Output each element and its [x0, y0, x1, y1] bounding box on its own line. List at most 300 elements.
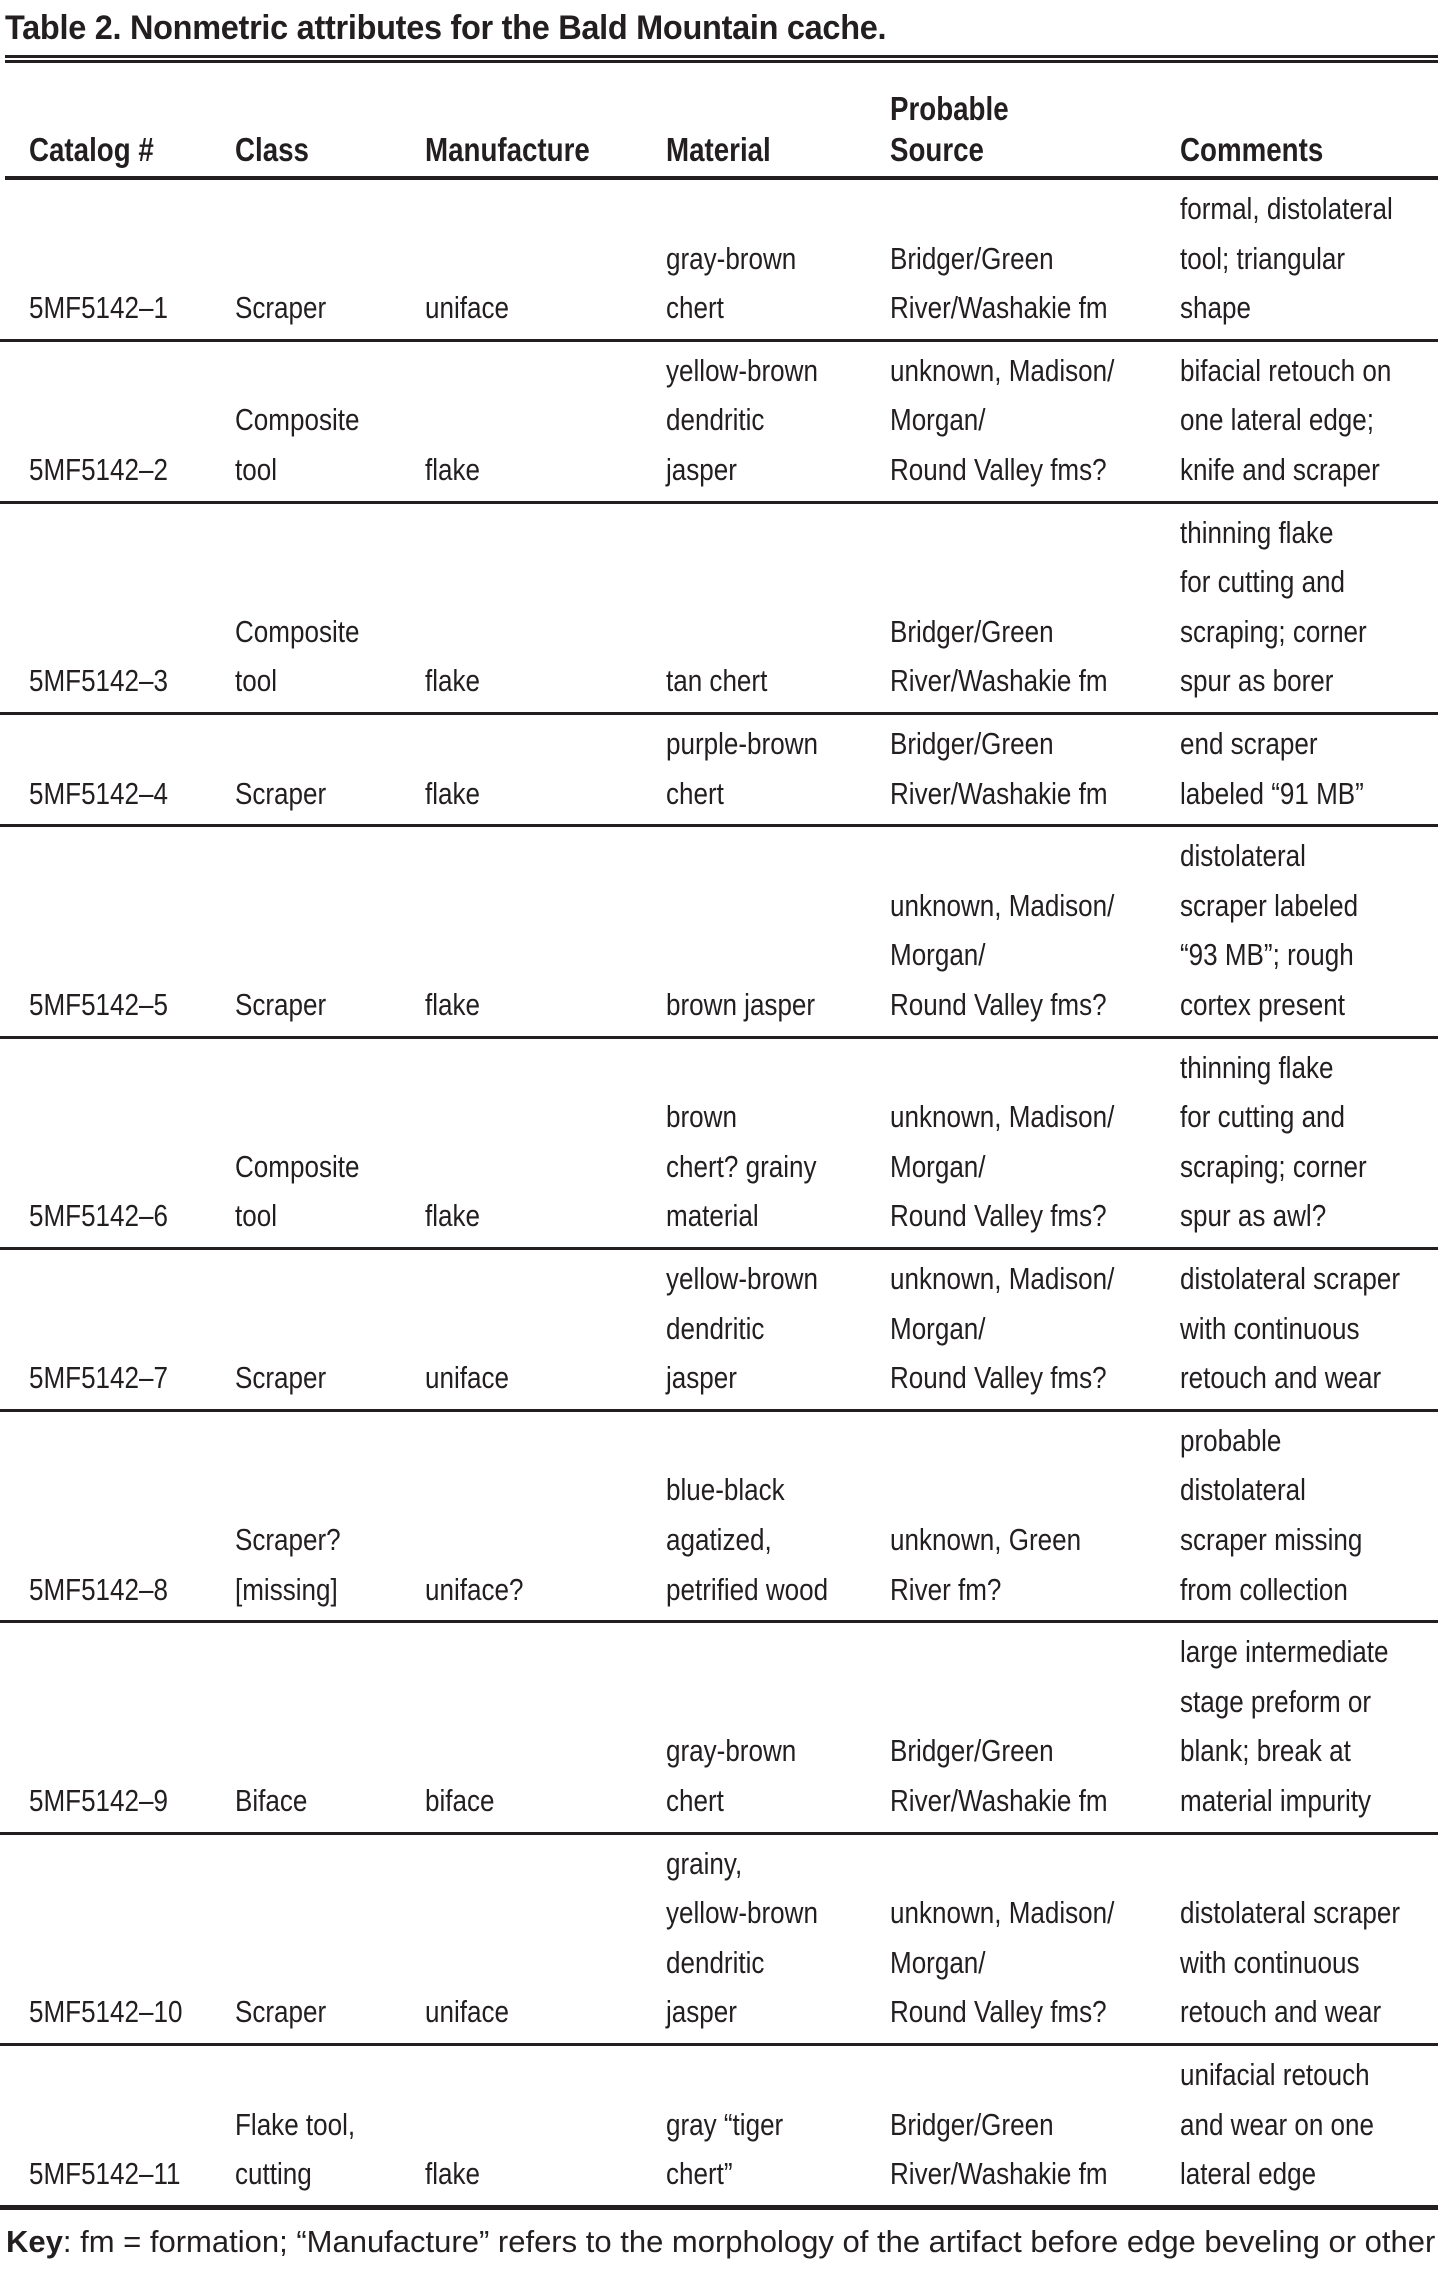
cell-manufacture [425, 1565, 542, 1615]
cell-text: Biface [235, 1782, 308, 1818]
table-header [0, 63, 1438, 176]
column-header-text: Class [235, 131, 309, 168]
cell-text: chert [666, 775, 724, 811]
cell-line [29, 656, 194, 706]
cell-comments [1180, 2050, 1411, 2199]
cell-line [425, 656, 490, 706]
cell-line [1180, 1627, 1428, 1677]
cell-text: Bridger/Green [890, 613, 1054, 649]
cell-comments [1180, 508, 1402, 706]
cell-line [890, 1888, 1157, 1938]
cell-source [890, 1515, 1117, 1614]
cell-line [425, 445, 490, 495]
cell-text: flake [425, 2156, 481, 2192]
cell-material [666, 346, 847, 495]
cell-class [235, 607, 383, 706]
column-header-material [666, 129, 791, 170]
cell-text: 5MF5142–7 [29, 1360, 168, 1396]
cell-text: unknown, Green [890, 1521, 1082, 1557]
cell-line [890, 719, 1149, 769]
cell-line [425, 1191, 490, 1241]
cell-line [235, 656, 383, 706]
cell-line [890, 1726, 1149, 1776]
cell-text: petrified wood [666, 1571, 829, 1607]
cell-line [235, 607, 383, 657]
cell-line [1180, 508, 1402, 558]
cell-line [235, 2100, 378, 2150]
cell-line [1180, 1776, 1428, 1826]
cell-text: Morgan/ [890, 1944, 986, 1980]
cell-manufacture [425, 656, 490, 706]
cell-line [1180, 1938, 1438, 1988]
table-row [0, 180, 1438, 342]
cell-text: chert? grainy [666, 1148, 817, 1184]
cell-text: 5MF5142–6 [29, 1198, 168, 1234]
cell-catalog [29, 1191, 194, 1241]
cell-line [1180, 1726, 1428, 1776]
cell-class [235, 2100, 378, 2199]
cell-text: uniface [425, 1360, 509, 1396]
cell-material [666, 1254, 847, 1403]
cell-text: [missing] [235, 1571, 338, 1607]
cell-class [235, 395, 383, 494]
cell-line [1180, 557, 1402, 607]
cell-line [666, 1353, 847, 1403]
cell-text: Round Valley fms? [890, 452, 1107, 487]
cell-class [235, 769, 344, 819]
cell-manufacture [425, 1987, 525, 2037]
cell-text: River/Washakie fm [890, 663, 1108, 699]
cell-text: brown [666, 1099, 737, 1135]
cell-text: 5MF5142–9 [29, 1782, 168, 1818]
cell-text: agatized, [666, 1521, 772, 1557]
cell-line [235, 2149, 378, 2199]
cell-text: chert [666, 1782, 724, 1818]
cell-text: cortex present [1180, 986, 1346, 1022]
cell-line [235, 1565, 361, 1615]
cell-line [890, 1776, 1149, 1826]
cell-manufacture [425, 445, 490, 495]
table-title: Table 2. Nonmetric attributes for the Bald Mountain cache. [5, 9, 887, 47]
cell-line [890, 283, 1149, 333]
cell-text: distolateral scraper [1180, 1260, 1401, 1296]
table-row [0, 715, 1438, 827]
cell-text: flake [425, 986, 481, 1022]
cell-line [1180, 930, 1392, 980]
table-row [0, 504, 1438, 715]
cell-class [235, 980, 344, 1030]
cell-line [666, 395, 847, 445]
cell-source [890, 1726, 1149, 1825]
cell-text: brown jasper [666, 986, 816, 1022]
column-header-text: Manufacture [425, 131, 590, 168]
cell-text: scraping; corner [1180, 1148, 1367, 1184]
column-header-catalog [29, 129, 178, 170]
cell-material [666, 2100, 806, 2199]
cell-line [666, 1726, 821, 1776]
cell-text: material [666, 1198, 759, 1234]
cell-line [666, 1092, 845, 1142]
cell-line [1180, 1304, 1438, 1354]
table-row [0, 342, 1438, 504]
cell-line [29, 1776, 194, 1826]
cell-text: flake [425, 775, 481, 811]
cell-source [890, 607, 1149, 706]
cell-line [890, 1515, 1117, 1565]
cell-text: thinning flake [1180, 514, 1334, 550]
cell-line [666, 980, 843, 1030]
cell-text: uniface [425, 290, 509, 326]
cell-line [890, 1987, 1157, 2037]
cell-line [425, 1987, 525, 2037]
cell-line [1180, 881, 1392, 931]
cell-class [235, 1515, 361, 1614]
cell-line [890, 234, 1149, 284]
cell-text: Bridger/Green [890, 1733, 1054, 1769]
cell-line [425, 2149, 490, 2199]
cell-text: tool [235, 663, 277, 699]
cell-text: Morgan/ [890, 1310, 986, 1346]
cell-line [666, 1465, 859, 1515]
cell-line [1180, 769, 1399, 819]
cell-text: large intermediate [1180, 1634, 1389, 1670]
column-header-manufacture [425, 129, 621, 170]
cell-text: Scraper [235, 290, 327, 326]
cell-line [890, 346, 1157, 396]
cell-text: distolateral scraper [1180, 1895, 1401, 1931]
cell-class [235, 1353, 344, 1403]
cell-line [666, 2149, 806, 2199]
cell-text: 5MF5142–3 [29, 663, 168, 699]
cell-source [890, 2100, 1149, 2199]
cell-line [890, 1938, 1157, 1988]
column-header-text: Comments [1180, 131, 1324, 168]
cell-line [1180, 656, 1402, 706]
cell-text: unknown, Madison/ [890, 352, 1115, 388]
cell-line [1180, 719, 1399, 769]
cell-line [235, 445, 383, 495]
cell-line [425, 1565, 542, 1615]
cell-text: jasper [666, 1360, 737, 1396]
cell-line [890, 656, 1149, 706]
cell-line [666, 445, 847, 495]
cell-line [890, 1304, 1157, 1354]
cell-text: stage preform or [1180, 1683, 1372, 1719]
cell-line [235, 283, 344, 333]
cell-line [425, 283, 525, 333]
cell-text: material impurity [1180, 1782, 1372, 1818]
cell-line [1180, 1254, 1438, 1304]
cell-catalog [29, 1776, 194, 1826]
cell-source [890, 719, 1149, 818]
cell-text: probable [1180, 1422, 1282, 1458]
cell-text: yellow-brown [666, 1895, 818, 1931]
cell-text: River fm? [890, 1571, 1002, 1607]
cell-text: River/Washakie fm [890, 290, 1108, 326]
cell-text: spur as borer [1180, 663, 1334, 699]
cell-text: dendritic [666, 1310, 765, 1346]
cell-text: Scraper [235, 1360, 327, 1396]
cell-line [890, 395, 1157, 445]
cell-line [235, 769, 344, 819]
cell-text: yellow-brown [666, 1260, 818, 1296]
cell-line [1180, 1043, 1402, 1093]
cell-catalog [29, 1353, 194, 1403]
column-header-text: Probable [890, 90, 1009, 127]
cell-line [235, 980, 344, 1030]
cell-line [890, 1092, 1157, 1142]
cell-text: scraping; corner [1180, 613, 1367, 649]
cell-line [666, 1515, 859, 1565]
cell-line [666, 719, 847, 769]
cell-line [890, 2100, 1149, 2150]
cell-text: blue-black [666, 1472, 785, 1508]
table-row [0, 1250, 1438, 1412]
cell-text: scraper missing [1180, 1521, 1363, 1557]
cell-text: flake [425, 663, 481, 699]
cell-line [29, 1987, 212, 2037]
cell-text: blank; break at [1180, 1733, 1351, 1769]
cell-text: retouch and wear [1180, 1994, 1382, 2030]
column-header-line [666, 129, 791, 170]
cell-manufacture [425, 980, 490, 1030]
cell-line [666, 1142, 845, 1192]
cell-line [425, 1776, 508, 1826]
column-header-comments [1180, 129, 1351, 170]
cell-catalog [29, 656, 194, 706]
cell-line [890, 769, 1149, 819]
cell-text: River/Washakie fm [890, 775, 1108, 811]
cell-line [890, 445, 1157, 495]
table-row [0, 1039, 1438, 1250]
cell-line [1180, 1515, 1397, 1565]
cell-text: yellow-brown [666, 352, 818, 388]
cell-text: 5MF5142–11 [29, 2156, 181, 2192]
cell-text: formal, distolateral [1180, 191, 1393, 227]
cell-text: 5MF5142–8 [29, 1571, 168, 1607]
cell-line [1180, 1465, 1397, 1515]
cell-text: jasper [666, 1994, 737, 2030]
cell-material [666, 980, 843, 1030]
cell-line [1180, 831, 1392, 881]
cell-comments [1180, 831, 1392, 1029]
cell-text: Morgan/ [890, 402, 986, 438]
cell-line [29, 445, 194, 495]
cell-manufacture [425, 2149, 490, 2199]
cell-text: Bridger/Green [890, 240, 1054, 276]
cell-line [29, 1353, 194, 1403]
cell-line [890, 607, 1149, 657]
cell-line [29, 980, 194, 1030]
cell-line [890, 1142, 1157, 1192]
cell-line [666, 1938, 847, 1988]
cell-text: gray-brown [666, 1733, 797, 1769]
cell-text: tool; triangular [1180, 240, 1346, 276]
cell-text: cutting [235, 2156, 312, 2192]
cell-line [1180, 1191, 1402, 1241]
cell-line [1180, 2050, 1411, 2100]
cell-line [425, 769, 490, 819]
cell-line [1180, 1677, 1428, 1727]
cell-manufacture [425, 1191, 490, 1241]
cell-line [1180, 1987, 1438, 2037]
cell-line [890, 881, 1157, 931]
cell-line [1180, 1565, 1397, 1615]
cell-text: knife and scraper [1180, 452, 1380, 487]
cell-line [1180, 980, 1392, 1030]
table-row [0, 1835, 1438, 2046]
cell-line [1180, 1353, 1438, 1403]
column-header-line [29, 129, 178, 170]
cell-text: 5MF5142–2 [29, 452, 168, 487]
column-header-line [890, 88, 1031, 129]
cell-text: River/Washakie fm [890, 2156, 1108, 2192]
cell-material [666, 656, 787, 706]
cell-line [1180, 395, 1432, 445]
cell-line [1180, 1092, 1402, 1142]
cell-line [890, 930, 1157, 980]
cell-text: distolateral [1180, 838, 1306, 874]
cell-text: River/Washakie fm [890, 1782, 1108, 1818]
cell-line [29, 769, 194, 819]
cell-source [890, 234, 1149, 333]
cell-source [890, 881, 1157, 1030]
column-header-line [425, 129, 621, 170]
cell-text: Composite [235, 402, 360, 438]
cell-class [235, 283, 344, 333]
cell-line [890, 980, 1157, 1030]
cell-text: flake [425, 452, 481, 487]
cell-text: for cutting and [1180, 564, 1346, 600]
cell-line [666, 346, 847, 396]
cell-text: Scraper [235, 986, 327, 1022]
cell-line [235, 1191, 383, 1241]
cell-catalog [29, 1565, 194, 1615]
cell-text: with continuous [1180, 1944, 1360, 1980]
cell-comments [1180, 1043, 1402, 1241]
cell-text: lateral edge [1180, 2156, 1317, 2192]
cell-text: biface [425, 1782, 495, 1818]
cell-material [666, 234, 821, 333]
cell-line [666, 656, 787, 706]
cell-text: dendritic [666, 402, 765, 438]
cell-line [29, 1565, 194, 1615]
cell-line [1180, 184, 1433, 234]
cell-text: gray “tiger [666, 2106, 784, 2142]
cell-comments [1180, 184, 1433, 333]
cell-catalog [29, 283, 194, 333]
cell-text: flake [425, 1198, 481, 1234]
cell-text: Flake tool, [235, 2106, 356, 2142]
cell-source [890, 1254, 1157, 1403]
cell-text: Morgan/ [890, 1148, 986, 1184]
cell-text: scraper labeled [1180, 887, 1359, 923]
column-header-text: Material [666, 131, 771, 168]
cell-text: with continuous [1180, 1310, 1360, 1346]
cell-text: uniface? [425, 1571, 524, 1607]
cell-line [1180, 607, 1402, 657]
cell-text: for cutting and [1180, 1099, 1346, 1135]
key-text: : fm = formation; “Manufacture” refers to the morphology of the artifact before edge beveling or other [62, 2224, 1436, 2259]
cell-text: Composite [235, 613, 360, 649]
column-header-text: Catalog # [29, 131, 154, 168]
cell-line [890, 1565, 1117, 1615]
cell-text: unknown, Madison/ [890, 1099, 1115, 1135]
cell-line [1180, 2149, 1411, 2199]
table-body [0, 180, 1438, 2210]
cell-catalog [29, 2149, 209, 2199]
cell-line [666, 1565, 859, 1615]
cell-comments [1180, 719, 1399, 818]
cell-text: tool [235, 1198, 277, 1234]
cell-text: unknown, Madison/ [890, 887, 1115, 923]
cell-line [1180, 234, 1433, 284]
cell-text: unknown, Madison/ [890, 1260, 1115, 1296]
cell-text: unknown, Madison/ [890, 1895, 1115, 1931]
cell-text: Round Valley fms? [890, 1994, 1107, 2030]
cell-source [890, 1092, 1157, 1241]
cell-text: tool [235, 452, 277, 487]
cell-line [29, 2149, 209, 2199]
cell-line [666, 1191, 845, 1241]
cell-manufacture [425, 1353, 525, 1403]
cell-line [235, 1776, 321, 1826]
cell-line [666, 2100, 806, 2150]
cell-line [666, 1839, 847, 1889]
cell-text: chert” [666, 2156, 733, 2192]
cell-catalog [29, 1987, 212, 2037]
cell-class [235, 1142, 383, 1241]
cell-comments [1180, 1888, 1438, 2037]
cell-text: unifacial retouch [1180, 2056, 1370, 2092]
cell-line [666, 1888, 847, 1938]
cell-line [425, 980, 490, 1030]
cell-line [425, 1353, 525, 1403]
cell-line [235, 1515, 361, 1565]
cell-material [666, 1092, 845, 1241]
cell-text: “93 MB”; rough [1180, 937, 1354, 973]
cell-text: 5MF5142–5 [29, 986, 168, 1022]
cell-text: grainy, [666, 1845, 743, 1881]
cell-line [1180, 1142, 1402, 1192]
table-row [0, 827, 1438, 1038]
cell-line [1180, 283, 1433, 333]
cell-line [29, 1191, 194, 1241]
cell-class [235, 1987, 344, 2037]
column-header-line [890, 129, 1031, 170]
cell-text: shape [1180, 290, 1251, 326]
cell-line [235, 1353, 344, 1403]
cell-text: purple-brown [666, 725, 818, 761]
cell-material [666, 719, 847, 818]
cell-text: Scraper [235, 775, 327, 811]
cell-manufacture [425, 283, 525, 333]
cell-line [890, 1191, 1157, 1241]
cell-text: Morgan/ [890, 937, 986, 973]
cell-text: and wear on one [1180, 2106, 1375, 2142]
cell-text: bifacial retouch on [1180, 352, 1392, 388]
cell-line [1180, 1416, 1397, 1466]
table-row [0, 2046, 1438, 2210]
cell-line [1180, 2100, 1411, 2150]
cell-comments [1180, 1254, 1438, 1403]
cell-line [890, 1254, 1157, 1304]
column-header-source [890, 88, 1031, 170]
cell-line [666, 234, 821, 284]
cell-text: thinning flake [1180, 1049, 1334, 1085]
column-header-class [235, 129, 323, 170]
cell-text: Scraper? [235, 1521, 341, 1557]
